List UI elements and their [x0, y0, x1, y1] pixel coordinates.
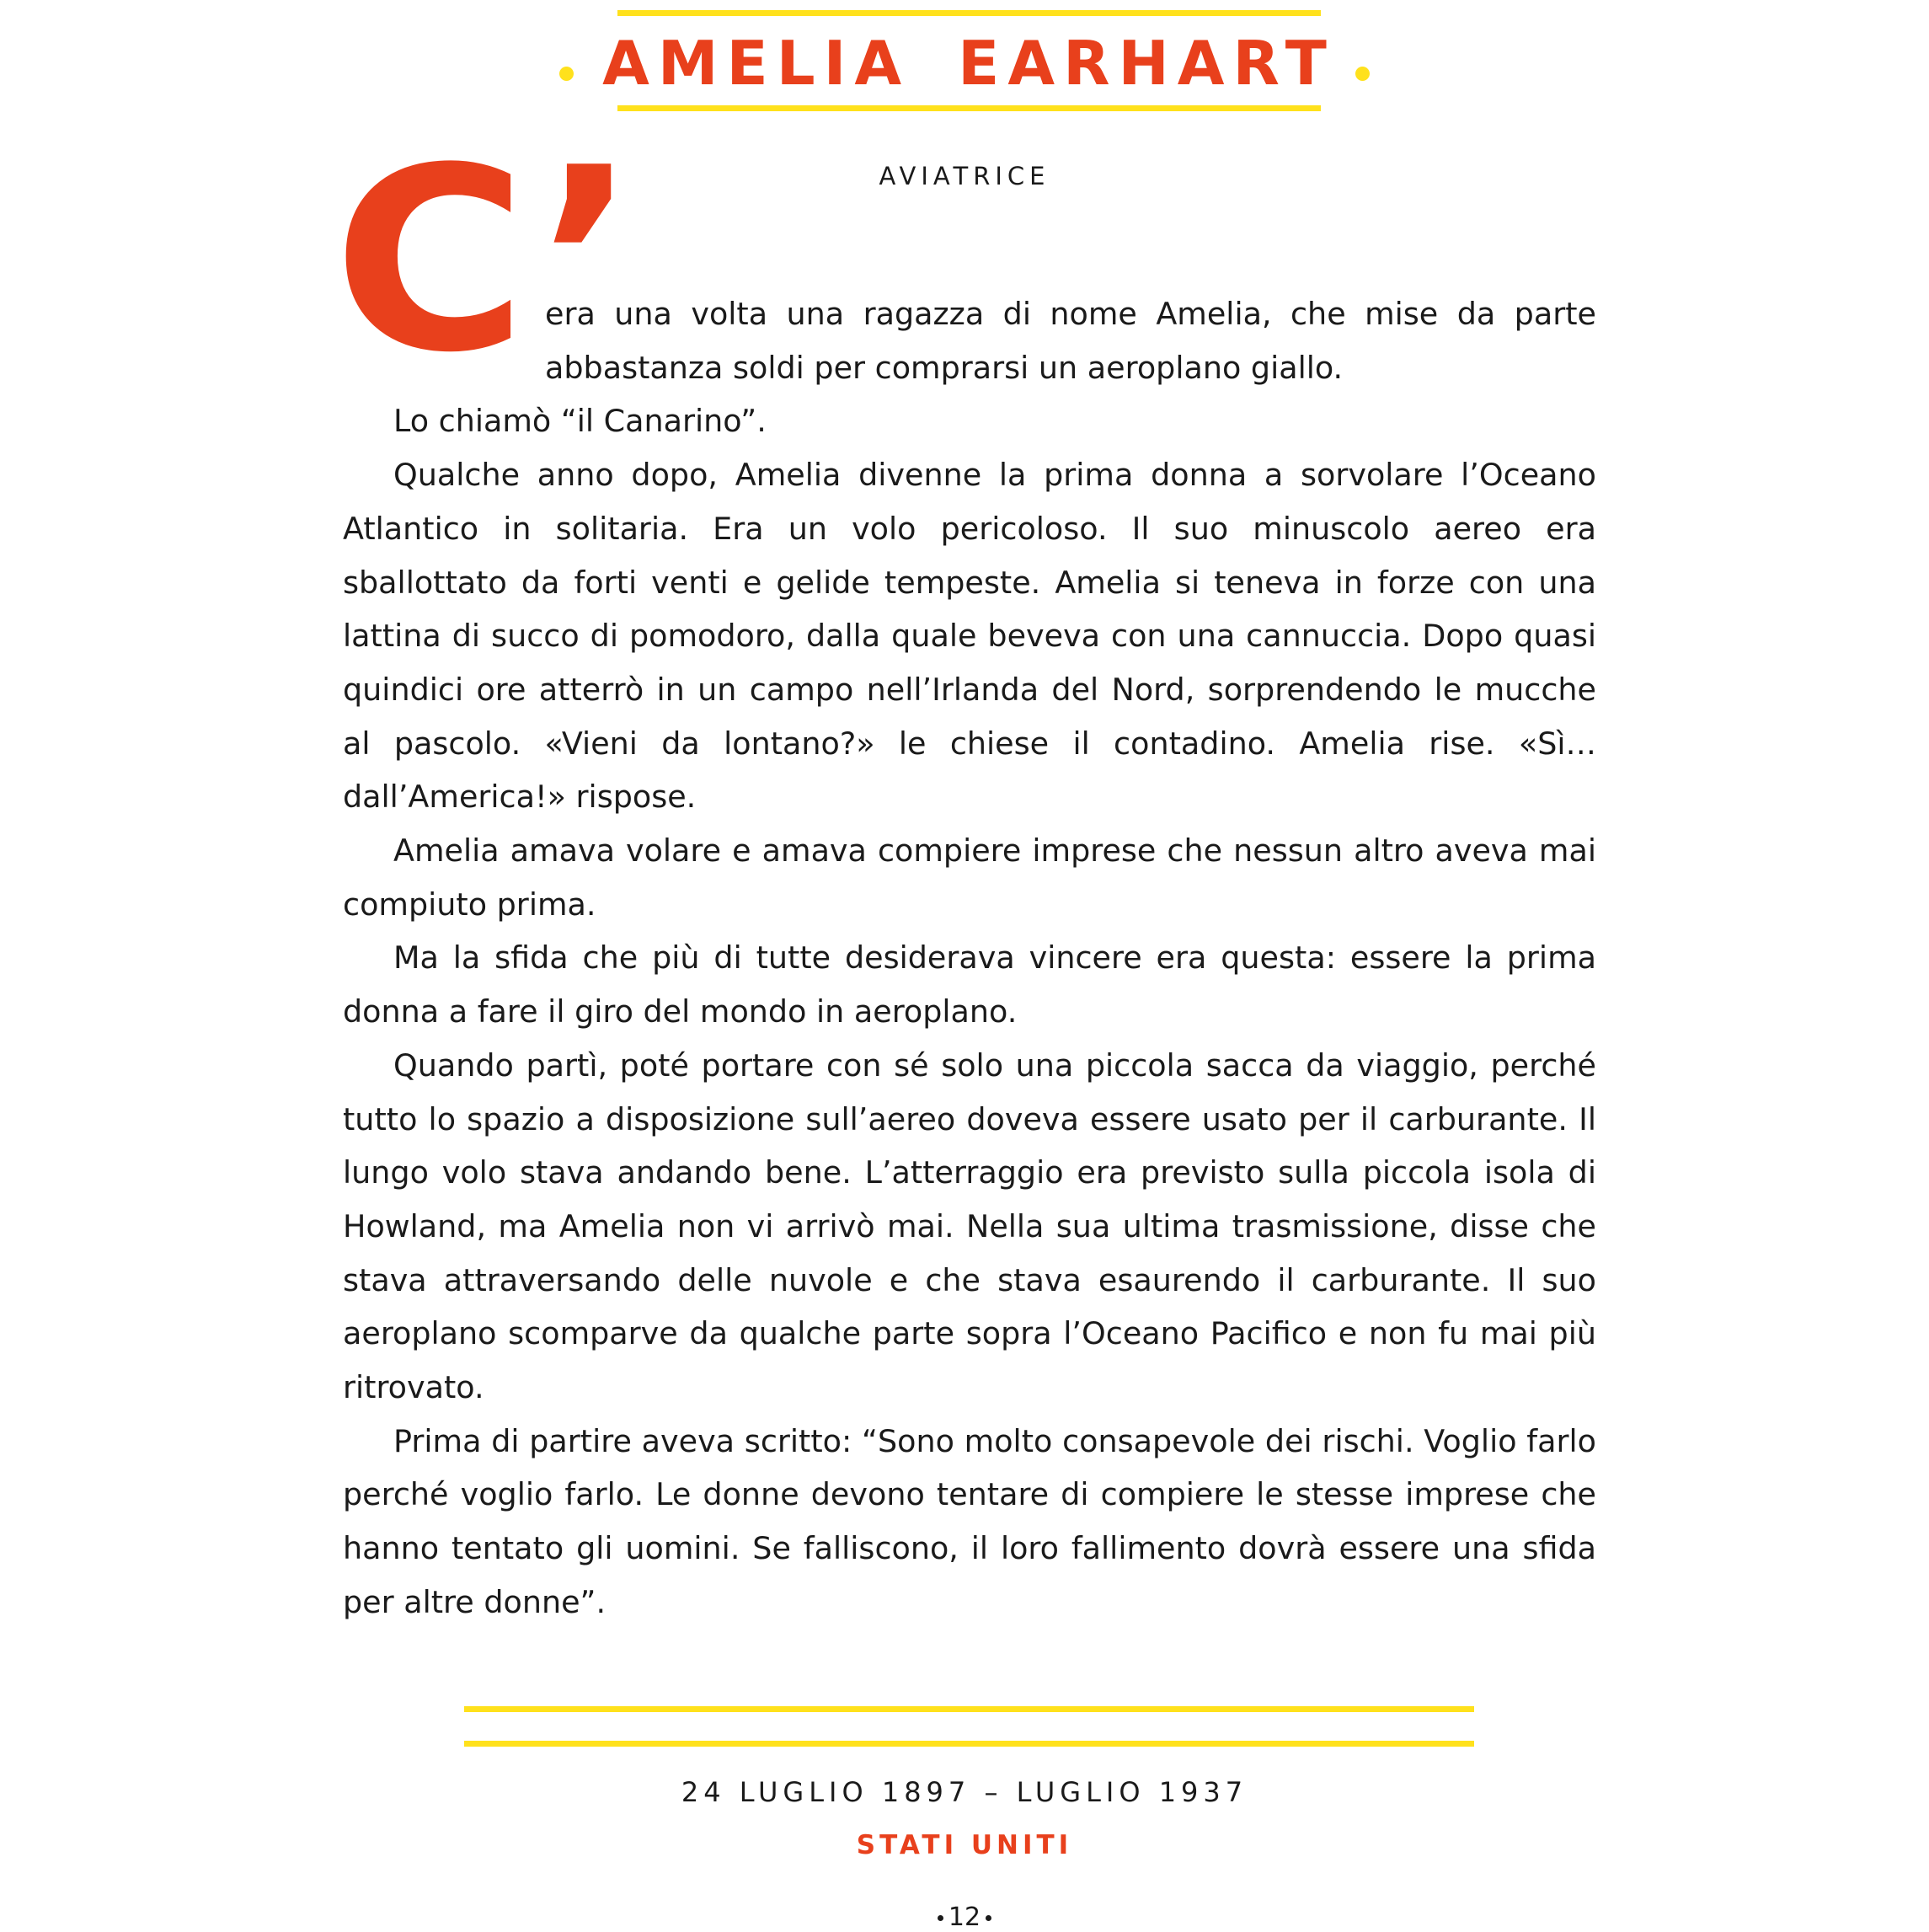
footer-rule-bottom [464, 1741, 1474, 1747]
page-number-value: 12 [948, 1903, 981, 1932]
drop-cap: C’ [333, 114, 639, 408]
title-row [0, 25, 1929, 101]
title-dot-right [1355, 67, 1370, 81]
story-paragraph: Quando partì, poté portare con sé solo una piccola sacca da viaggio, perché tutto lo spazio a disposizione sull’aereo doveva essere usato per il carburante. Il lungo volo stava andando bene. L’atterraggio era previsto sulla piccola isola di Howland, ma Amelia non vi arrivò mai. Nella sua ultima trasmissione, disse che stava attraversando delle nuvole e che stava esaurendo il carburante. Il suo aeroplano scomparve da qualche parte sopra l’Oceano Pacifico e non fu mai più ritrovato. [343, 1046, 1596, 1406]
story-paragraph: Ma la sfida che più di tutte desiderava vincere era questa: essere la prima donna a fare il giro del mondo in aeroplano. [343, 939, 1596, 1030]
footer-rule-top [464, 1706, 1474, 1712]
title-dot-left [559, 67, 574, 81]
country-label: STATI UNITI [856, 1830, 1073, 1860]
story-paragraph: Lo chiamò “il Canarino”. [393, 403, 767, 440]
page-title: AMELIA EARHART [602, 28, 1335, 99]
life-dates: 24 LUGLIO 1897 – LUGLIO 1937 [681, 1776, 1248, 1808]
page-subtitle: AVIATRICE [879, 162, 1050, 190]
story-paragraph: Qualche anno dopo, Amelia divenne la prima donna a sorvolare l’Oceano Atlantico in solitaria. Era un volo pericoloso. Il suo minuscolo aereo era sballottato da forti venti e gelide tempeste. Amelia si teneva in forze con una lattina di succo di pomodoro, dalla quale beveva con una cannuccia. Dopo quasi quindici ore atterrò in un campo nell’Irlanda del Nord, sorprendendo le mucche al pascolo. «Vieni da lontano?» le chiese il contadino. Amelia rise. «Sì… dall’America!» rispose. [343, 457, 1596, 816]
page-number [0, 1903, 1929, 1932]
story-paragraph: Prima di partire aveva scritto: “Sono molto consapevole dei rischi. Voglio farlo perché voglio farlo. Le donne devono tentare di compiere le stesse imprese che hanno tentato gli uomini. Se falliscono, il loro fallimento dovrà essere una sfida per altre donne”. [343, 1422, 1596, 1620]
story-paragraph: Amelia amava volare e amava compiere imprese che nessun altro aveva mai compiuto prima. [343, 832, 1596, 923]
page-number-dot-right [986, 1915, 991, 1921]
story-body [343, 287, 1596, 1630]
story-paragraph: era una volta una ragazza di nome Amelia, che mise da parte abbastanza soldi per comprarsi un aeroplano giallo. [545, 296, 1596, 386]
header-rule-bottom [617, 105, 1321, 111]
header-rule-top [617, 10, 1321, 16]
page-number-dot-left [938, 1915, 943, 1921]
